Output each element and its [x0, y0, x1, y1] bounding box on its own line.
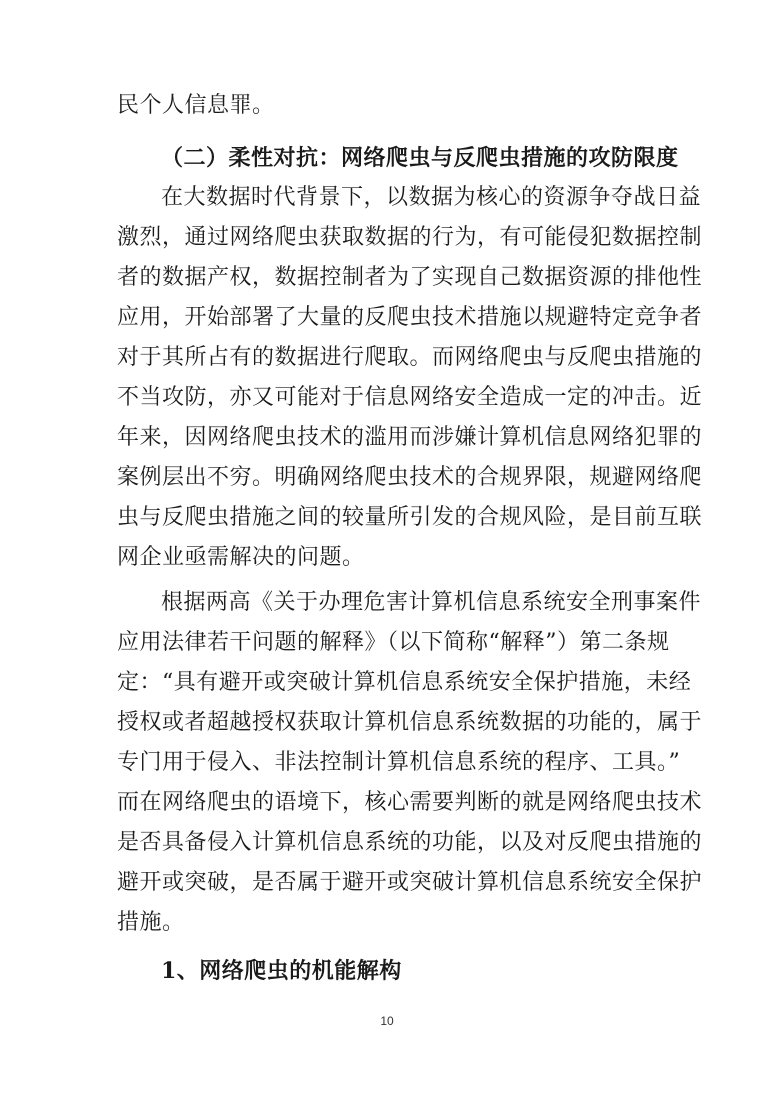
paragraph-line: 年来，因网络爬虫技术的滥用而涉嫌计算机信息网络犯罪的 — [117, 425, 703, 450]
paragraph-line: 定：“具有避开或突破计算机信息系统安全保护措施，未经 — [117, 670, 692, 695]
paragraph-line: 网企业亟需解决的问题。 — [117, 545, 365, 570]
paragraph-line: 在大数据时代背景下，以数据为核心的资源争夺战日益 — [161, 185, 702, 210]
paragraph-line: 是否具备侵入计算机信息系统的功能，以及对反爬虫措施的 — [117, 830, 703, 855]
paragraph-line: 而在网络爬虫的语境下，核心需要判断的就是网络爬虫技术 — [117, 790, 703, 815]
paragraph-line: 应用，开始部署了大量的反爬虫技术措施以规避特定竞争者 — [117, 305, 703, 330]
paragraph-line: 案例层出不穷。明确网络爬虫技术的合规界限，规避网络爬 — [117, 465, 703, 490]
paragraph-line: 者的数据产权，数据控制者为了实现自己数据资源的排他性 — [117, 265, 703, 290]
paragraph-line: 不当攻防，亦又可能对于信息网络安全造成一定的冲击。近 — [117, 385, 703, 410]
paragraph-line: 避开或突破，是否属于避开或突破计算机信息系统安全保护 — [117, 870, 703, 895]
subsection-heading: 1、网络爬虫的机能解构 — [161, 958, 402, 984]
paragraph-line: 根据两高《关于办理危害计算机信息系统安全刑事案件 — [161, 590, 702, 615]
paragraph-line: 激烈，通过网络爬虫获取数据的行为，有可能侵犯数据控制 — [117, 225, 703, 250]
paragraph-line: 专门用于侵入、非法控制计算机信息系统的程序、工具。” — [117, 750, 681, 775]
paragraph-line: 授权或者超越授权获取计算机信息系统数据的功能的，属于 — [117, 710, 703, 735]
text-line: 民个人信息罪。 — [117, 93, 275, 118]
paragraph-line: 对于其所占有的数据进行爬取。而网络爬虫与反爬虫措施的 — [117, 345, 703, 370]
paragraph-line: 措施。 — [117, 910, 185, 935]
page-number: 10 — [380, 1014, 394, 1028]
section-heading: （二）柔性对抗：网络爬虫与反爬虫措施的攻防限度 — [161, 145, 679, 171]
paragraph-line: 应用法律若干问题的解释》（以下简称“解释”）第二条规 — [117, 630, 670, 655]
paragraph-line: 虫与反爬虫措施之间的较量所引发的合规风险，是目前互联 — [117, 505, 703, 530]
